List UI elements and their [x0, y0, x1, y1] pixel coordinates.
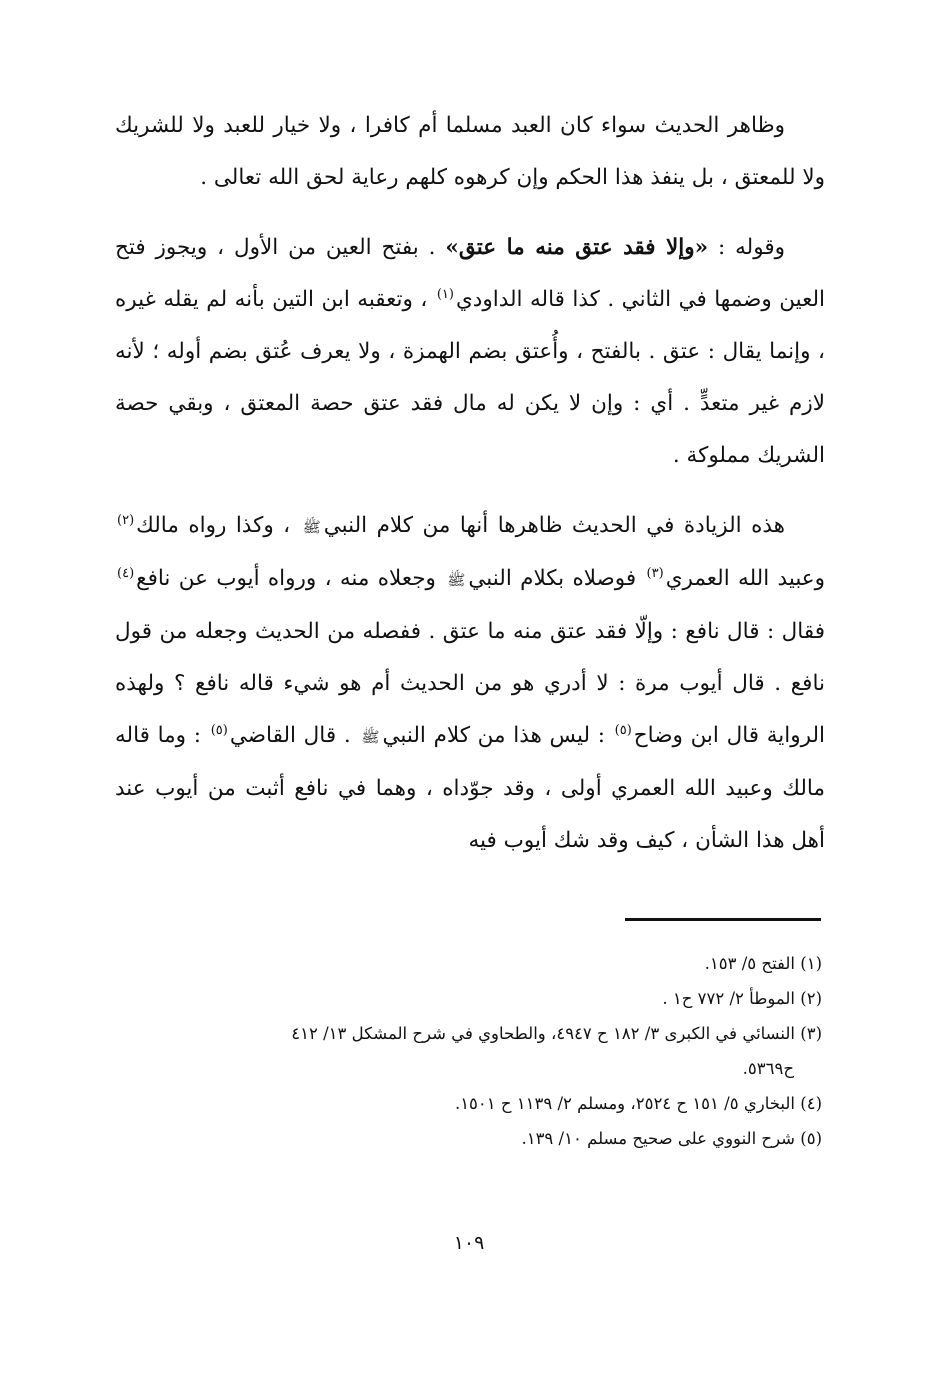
salawat-glyph: ﷺ	[447, 571, 466, 589]
paragraph-3	[115, 500, 825, 867]
footnote-ref-3[interactable]: (٣)	[646, 565, 664, 581]
p3-text-h: . قال القاضي	[229, 723, 359, 748]
p3-text-b: ، وكذا رواه مالك	[136, 513, 300, 538]
footnote-3-continued: ح٥٣٦٩.	[742, 1059, 794, 1078]
p3-text-i: : وما قاله مالك وعبيد الله العمري أولى ، وقد جوّداه ، وهما في نافع أثبت من أيوب عند أهل هذا الشأن ، كيف وقد شك أيوب فيه	[115, 723, 825, 853]
footnote-separator	[625, 918, 821, 921]
salawat-glyph: ﷺ	[361, 728, 380, 746]
page-number: ١٠٩	[453, 1232, 485, 1254]
footnote-3: (٣) النسائي في الكبرى ٣/ ١٨٢ ح ٤٩٤٧، والطحاوي في شرح المشكل ١٣/ ٤١٢	[291, 1024, 822, 1043]
footnote-ref-4[interactable]: (٤)	[117, 565, 135, 581]
p3-text-e: وجعلاه منه ، ورواه أيوب عن نافع	[136, 566, 445, 591]
hadith-quote: «وإلا فقد عتق منه ما عتق»	[445, 235, 709, 260]
footnote-ref-1[interactable]: (١)	[436, 286, 454, 302]
footnotes	[150, 946, 822, 1156]
footnote-1: (١) الفتح ٥/ ١٥٣.	[704, 954, 822, 973]
footnote-4: (٤) البخاري ٥/ ١٥١ ح ٢٥٢٤، ومسلم ٢/ ١١٣٩ ح ١٥٠١.	[454, 1094, 822, 1113]
paragraph-2	[115, 222, 825, 482]
p3-text-g: : ليس هذا من كلام النبي	[382, 723, 613, 748]
p3-text-c: وعبيد الله العمري	[665, 566, 826, 591]
p3-text-d: فوصلاه بكلام النبي	[468, 566, 645, 591]
main-text	[115, 100, 825, 867]
p2-intro: وقوله :	[708, 235, 785, 260]
salawat-glyph: ﷺ	[302, 518, 321, 536]
footnote-ref-5[interactable]: (٥)	[210, 722, 228, 738]
p3-text-f: فقال : قال نافع : وإلّا فقد عتق منه ما عتق . ففصله من الحديث وجعله من قول نافع . قال أيوب مرة : لا أدري هو من الحديث أم هو شيء قاله نافع ؟ ولهذه الرواية قال ابن وضاح	[115, 619, 825, 748]
paragraph-1: وظاهر الحديث سواء كان العبد مسلما أم كافرا ، ولا خيار للعبد ولا للشريك ولا للمعتق ، بل ينفذ هذا الحكم وإن كرهوه كلهم رعاية لحق الله تعالى .	[115, 113, 825, 190]
p3-text-a: هذه الزيادة في الحديث ظاهرها أنها من كلام النبي	[323, 513, 785, 538]
p2-text-b: ، وتعقبه ابن التين بأنه لم يقله غيره ، وإنما يقال : عتق . بالفتح ، وأُعتق بضم الهمزة ، ولا يعرف عُتق بضم أوله ؛ لأنه لازم غير متعدٍّ . أي : وإن لا يكن له مال فقد عتق حصة المعتق ، وبقي حصة الشريك مملوكة .	[115, 287, 825, 468]
footnote-2: (٢) الموطأ ٢/ ٧٧٢ ح١ .	[662, 989, 822, 1008]
footnote-ref-2[interactable]: (٢)	[117, 512, 135, 528]
p2-text-a: . بفتح العين من الأول ، ويجوز فتح العين وضمها في الثاني . كذا قاله الداودي	[115, 235, 826, 312]
footnote-ref-5[interactable]: (٥)	[614, 722, 632, 738]
footnote-5: (٥) شرح النووي على صحيح مسلم ١٠/ ١٣٩.	[521, 1129, 822, 1148]
